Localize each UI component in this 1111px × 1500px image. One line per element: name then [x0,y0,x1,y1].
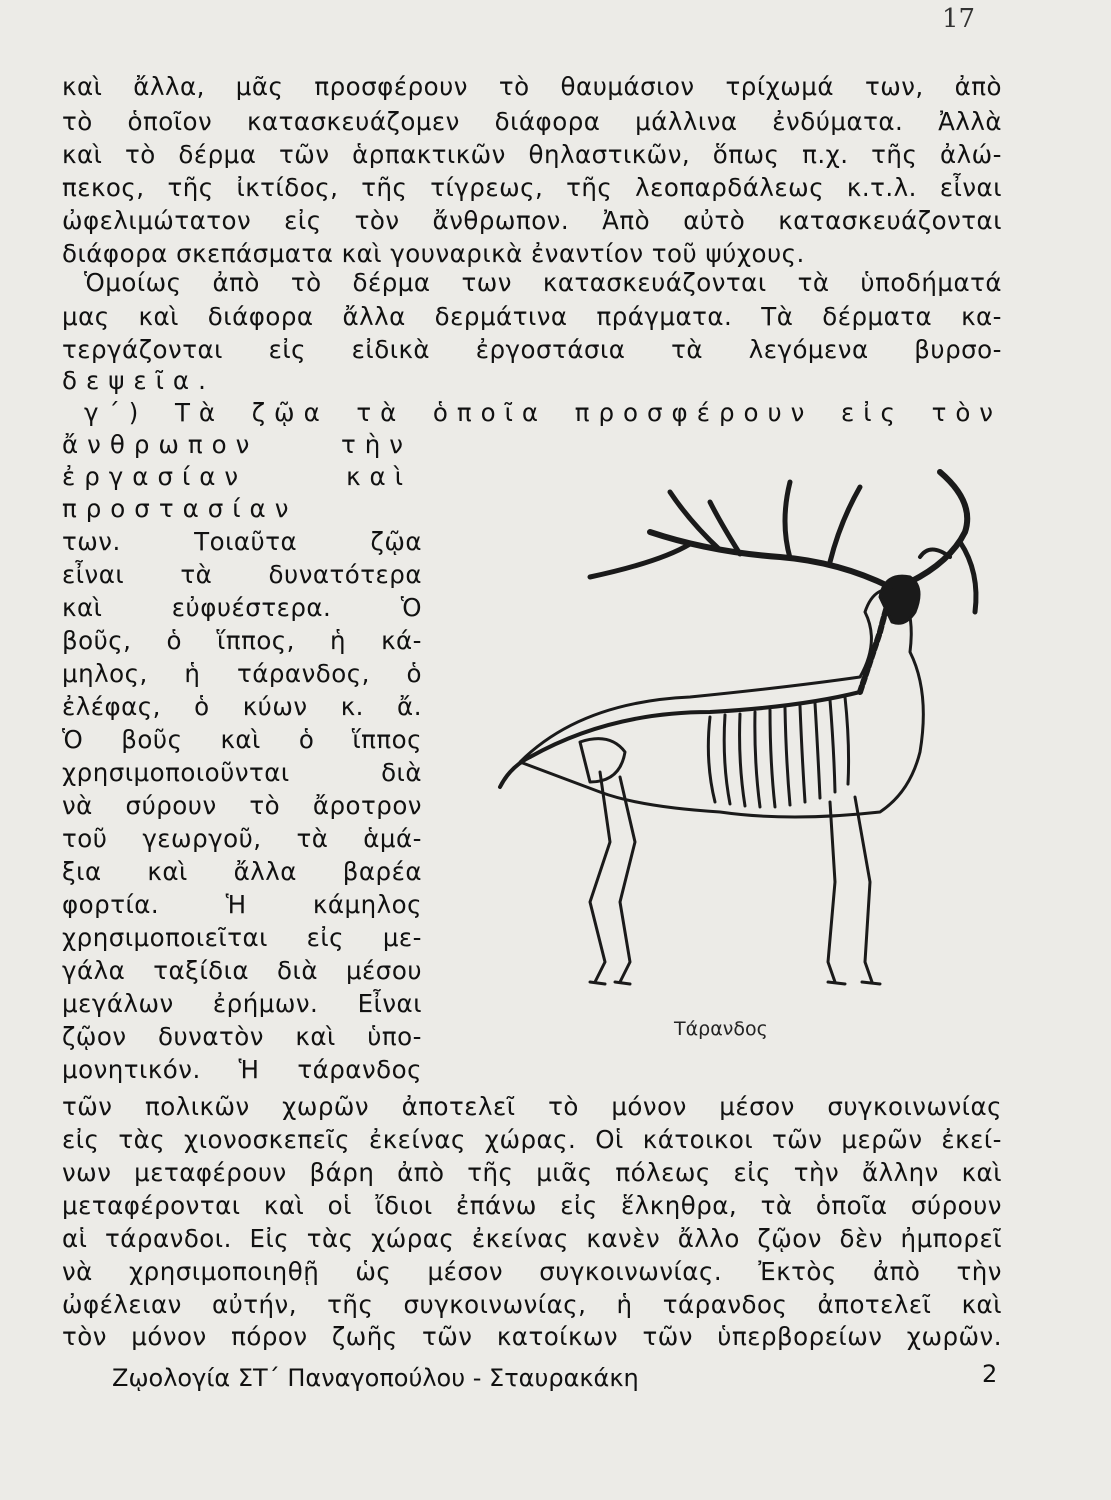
footer-signature-number: 2 [982,1360,998,1388]
paragraph-top-line-4: πεκος, τῆς ἰκτίδος, τῆς τίγρεως, τῆς λεοπαρδάλεως κ.τ.λ. εἶναι [62,173,1002,202]
paragraph-bottom-line-7: ὠφέλειαν αὐτήν, τῆς συγκοινωνίας, ἡ τάρανδος ἀποτελεῖ καὶ [62,1290,1002,1319]
column-line-4: των. Τοιαῦτα ζῷα [62,527,422,556]
page-number: 17 [942,4,976,34]
column-line-6: καὶ εὐφυέστερα. Ὁ [62,593,422,622]
column-line-1: ἄνθρωπον τὴν [62,430,412,459]
paragraph-top-line-5: ὠφελιμώτατον εἰς τὸν ἄνθρωπον. Ἀπὸ αὐτὸ κατασκευάζονται [62,206,1002,235]
column-line-9: ἐλέφας, ὁ κύων κ. ἄ. [62,692,422,721]
paragraph-bottom-line-6: νὰ χρησιμοποιηθῇ ὡς μέσον συγκοινωνίας. Ἐκτὸς ἀπὸ τὴν [62,1257,1002,1286]
footer-book-title: Ζῳολογία ΣΤ΄ Παναγοπούλου - Σταυρακάκη [112,1364,639,1392]
column-line-7: βοῦς, ὁ ἵππος, ἡ κά- [62,626,422,655]
column-line-13: τοῦ γεωργοῦ, τὰ ἁμά- [62,824,422,853]
paragraph-top-line-9: τεργάζονται εἰς εἰδικὰ ἐργοστάσια τὰ λεγόμενα βυρσο- [62,335,1002,364]
column-line-5: εἶναι τὰ δυνατότερα [62,560,422,589]
paragraph-bottom-line-5: αἱ τάρανδοι. Εἰς τὰς χώρας ἐκείνας κανὲν ἄλλο ζῷον δὲν ἠμπορεῖ [62,1224,1002,1253]
column-line-2: ἐργασίαν καὶ [62,462,412,491]
paragraph-bottom-line-2: εἰς τὰς χιονοσκεπεῖς ἐκείνας χώρας. Οἱ κάτοικοι τῶν μερῶν ἐκεί- [62,1125,1002,1154]
paragraph-top-line-7: Ὁμοίως ἀπὸ τὸ δέρμα των κατασκευάζονται τὰ ὑποδήματά [84,268,1002,297]
paragraph-bottom-line-1: τῶν πολικῶν χωρῶν ἀποτελεῖ τὸ μόνον μέσον συγκοινωνίας [62,1092,1002,1121]
column-line-17: γάλα ταξίδια διὰ μέσου [62,956,422,985]
paragraph-bottom-line-4: μεταφέρονται καὶ οἱ ἴδιοι ἐπάνω εἰς ἕλκηθρα, τὰ ὁποῖα σύρουν [62,1191,1002,1220]
column-line-10: Ὁ βοῦς καὶ ὁ ἵππος [62,725,422,754]
column-line-11: χρησιμοποιοῦνται διὰ [62,758,422,787]
column-line-14: ξια καὶ ἄλλα βαρέα [62,857,422,886]
paragraph-top-line-6: διάφορα σκεπάσματα καὶ γουναρικὰ ἐναντίον τοῦ ψύχους. [62,239,805,268]
paragraph-top-line-2: τὸ ὁποῖον κατασκευάζομεν διάφορα μάλλινα ἐνδύματα. Ἀλλὰ [62,107,1002,136]
paragraph-bottom-line-3: νων μεταφέρουν βάρη ἀπὸ τῆς μιᾶς πόλεως εἰς τὴν ἄλλην καὶ [62,1158,1002,1187]
column-line-16: χρησιμοποιεῖται εἰς με- [62,923,422,952]
paragraph-top-line-3: καὶ τὸ δέρμα τῶν ἁρπακτικῶν θηλαστικῶν, ὅπως π.χ. τῆς ἀλώ- [62,140,1002,169]
column-line-19: ζῷον δυνατὸν καὶ ὑπο- [62,1022,422,1051]
paragraph-top-line-10: δεψεῖα. [62,366,215,395]
column-line-20: μονητικόν. Ἡ τάρανδος [62,1055,422,1084]
figure-caption: Τάρανδος [674,1018,768,1040]
paragraph-bottom-line-8: τὸν μόνον πόρον ζωῆς τῶν κατοίκων τῶν ὑπερβορείων χωρῶν. [62,1322,1002,1351]
column-line-12: νὰ σύρουν τὸ ἄροτρον [62,791,422,820]
column-line-3: προστασίαν [62,494,298,523]
reindeer-skeleton-illustration [460,462,1020,1002]
column-line-15: φορτία. Ἡ κάμηλος [62,890,422,919]
paragraph-top-line-8: μας καὶ διάφορα ἄλλα δερμάτινα πράγματα. Τὰ δέρματα κα- [62,302,1002,331]
column-line-8: μηλος, ἡ τάρανδος, ὁ [62,659,422,688]
paragraph-top-line-1: καὶ ἄλλα, μᾶς προσφέρουν τὸ θαυμάσιον τρίχωμά των, ἀπὸ [62,72,1002,101]
section-heading: γ΄) Τὰ ζῷα τὰ ὁποῖα προσφέρουν εἰς τὸν [84,398,1002,427]
column-line-18: μεγάλων ἐρήμων. Εἶναι [62,989,422,1018]
